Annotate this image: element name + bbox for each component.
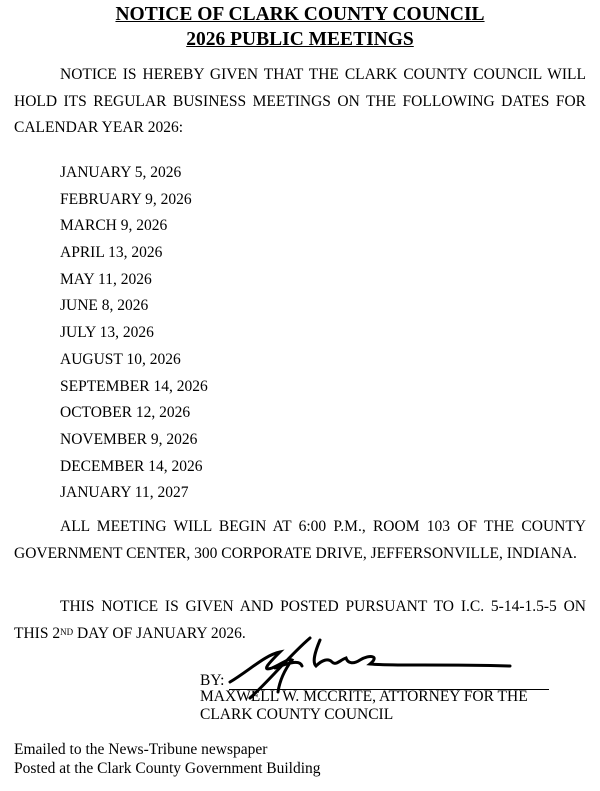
location-text: ALL MEETING WILL BEGIN AT 6:00 P.M., ROOM 103 OF THE COUNTY GOVERNMENT CENTER, 300 CORPORATE DRIVE, JEFFERSONVILLE, INDIANA. <box>14 518 586 562</box>
meeting-date: MARCH 9, 2026 <box>60 217 168 235</box>
meeting-date: JULY 13, 2026 <box>60 324 154 342</box>
meeting-date: FEBRUARY 9, 2026 <box>60 190 192 208</box>
footer-emailed: Emailed to the News-Tribune newspaper <box>14 741 268 758</box>
location-paragraph <box>14 514 586 567</box>
meeting-date: JUNE 8, 2026 <box>60 297 149 315</box>
intro-text: NOTICE IS HEREBY GIVEN THAT THE CLARK COUNTY COUNCIL WILL HOLD ITS REGULAR BUSINESS MEETINGS ON THE FOLLOWING DATES FOR CALENDAR YEAR 2026: <box>14 66 586 137</box>
intro-paragraph <box>14 62 586 142</box>
meeting-date: JANUARY 11, 2027 <box>60 484 189 502</box>
notice-title: NOTICE OF CLARK COUNTY COUNCIL <box>115 4 485 25</box>
meeting-date: AUGUST 10, 2026 <box>60 350 181 368</box>
meeting-date: OCTOBER 12, 2026 <box>60 404 191 422</box>
meeting-dates-list <box>60 160 208 507</box>
meeting-date: APRIL 13, 2026 <box>60 244 163 262</box>
footer-posted: Posted at the Clark County Government Building <box>14 760 321 777</box>
meeting-date: JANUARY 5, 2026 <box>60 164 182 181</box>
signatory-line2: CLARK COUNTY COUNCIL <box>200 706 394 723</box>
footer-notes <box>14 740 321 778</box>
meeting-date: NOVEMBER 9, 2026 <box>60 430 198 448</box>
signatory-line1: MAXWELL W. MCCRITE, ATTORNEY FOR THE <box>200 688 528 705</box>
notice-subtitle: 2026 PUBLIC MEETINGS <box>186 29 414 50</box>
meeting-date: SEPTEMBER 14, 2026 <box>60 377 208 395</box>
posting-text: THIS NOTICE IS GIVEN AND POSTED PURSUANT TO I.C. 5-14-1.5-5 ON THIS 2 <box>14 598 586 642</box>
ordinal-suffix: ND <box>60 626 74 637</box>
posting-text-end: DAY OF JANUARY 2026. <box>73 624 246 642</box>
by-label: BY: <box>200 672 225 689</box>
meeting-date: DECEMBER 14, 2026 <box>60 457 203 475</box>
meeting-date: MAY 11, 2026 <box>60 270 152 288</box>
